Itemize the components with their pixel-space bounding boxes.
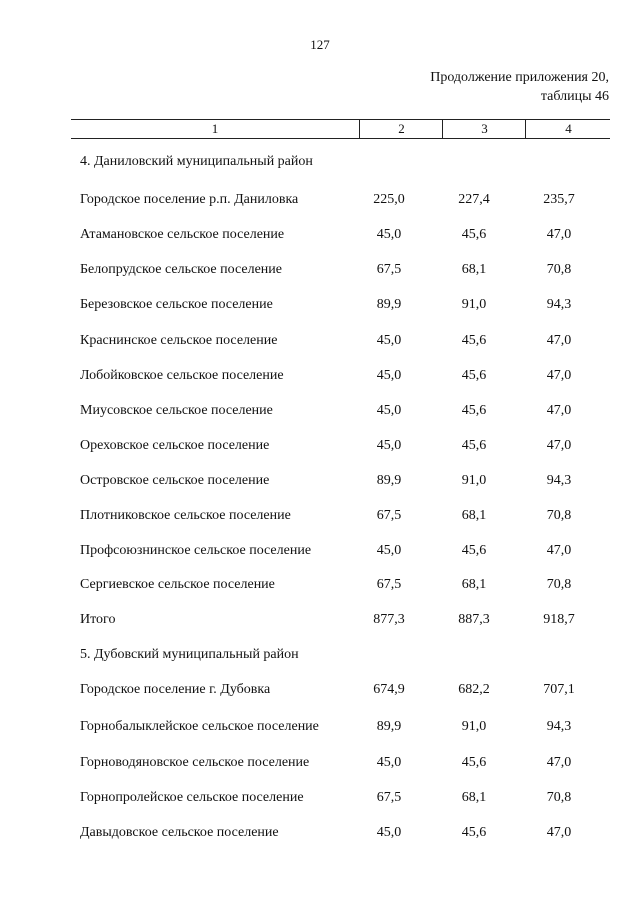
table-row [0, 368, 640, 388]
row-value-col4: 235,7 [543, 192, 575, 207]
table-row [0, 508, 640, 528]
row-value-col3: 682,2 [458, 682, 490, 697]
row-value-col4: 918,7 [543, 612, 575, 627]
row-value-col3: 68,1 [461, 262, 487, 277]
table-row [0, 227, 640, 247]
row-value-col4: 70,8 [546, 508, 572, 523]
row-name: Миусовское сельское поселение [80, 403, 273, 418]
row-name: Плотниковское сельское поселение [80, 508, 291, 523]
row-value-col3: 91,0 [461, 473, 487, 488]
table-row [0, 543, 640, 563]
row-value-col2: 45,0 [376, 543, 402, 558]
row-value-col2: 674,9 [373, 682, 405, 697]
row-name: Городское поселение г. Дубовка [80, 682, 271, 697]
row-value-col4: 47,0 [546, 825, 572, 840]
row-value-col4: 94,3 [546, 473, 572, 488]
header-col-4: 4 [525, 120, 611, 138]
row-value-col2: 45,0 [376, 403, 402, 418]
row-name: Горнопролейское сельское поселение [80, 790, 304, 805]
row-name: Сергиевское сельское поселение [80, 577, 275, 592]
row-value-col2: 225,0 [373, 192, 405, 207]
row-name: Краснинское сельское поселение [80, 333, 278, 348]
row-name: Давыдовское сельское поселение [80, 825, 279, 840]
header-col-1: 1 [211, 121, 219, 136]
table-row [0, 790, 640, 810]
table-row [0, 719, 640, 739]
row-value-col3: 45,6 [461, 333, 487, 348]
row-value-col4: 70,8 [546, 577, 572, 592]
row-value-col3: 45,6 [461, 825, 487, 840]
row-value-col4: 70,8 [546, 790, 572, 805]
header-col-2: 2 [359, 120, 443, 138]
row-value-col2: 45,0 [376, 438, 402, 453]
row-value-col3: 68,1 [461, 508, 487, 523]
row-name: Профсоюзнинское сельское поселение [80, 543, 312, 558]
row-value-col4: 47,0 [546, 368, 572, 383]
row-value-col3: 45,6 [461, 543, 487, 558]
row-value-col2: 67,5 [376, 577, 402, 592]
total-row [0, 612, 640, 632]
table-row [0, 577, 640, 597]
row-value-col2: 89,9 [376, 473, 402, 488]
row-value-col3: 91,0 [461, 719, 487, 734]
row-value-col4: 94,3 [546, 297, 572, 312]
row-value-col2: 45,0 [376, 825, 402, 840]
row-value-col3: 91,0 [461, 297, 487, 312]
table-row [0, 262, 640, 282]
row-name: Горноводяновское сельское поселение [80, 755, 310, 770]
page-number: 127 [310, 37, 330, 52]
row-value-col2: 877,3 [373, 612, 405, 627]
table-row [0, 473, 640, 493]
table-row [0, 755, 640, 775]
row-value-col4: 47,0 [546, 227, 572, 242]
row-value-col4: 47,0 [546, 403, 572, 418]
row-value-col3: 45,6 [461, 755, 487, 770]
table-row [0, 438, 640, 458]
row-name: Лобойковское сельское поселение [80, 368, 284, 383]
row-name: Ореховское сельское поселение [80, 438, 270, 453]
row-name: Горнобалыклейское сельское поселение [80, 719, 319, 734]
row-value-col3: 45,6 [461, 438, 487, 453]
row-name: Белопрудское сельское поселение [80, 262, 282, 277]
continuation-line-2: таблицы 46 [540, 89, 609, 104]
row-value-col2: 45,0 [376, 368, 402, 383]
row-value-col2: 45,0 [376, 755, 402, 770]
row-value-col3: 68,1 [461, 577, 487, 592]
table-row [0, 297, 640, 317]
row-value-col4: 707,1 [543, 682, 575, 697]
row-value-col4: 47,0 [546, 755, 572, 770]
table-row [0, 192, 640, 212]
continuation-line-1: Продолжение приложения 20, [430, 70, 609, 85]
table-row [0, 825, 640, 845]
table-row [0, 403, 640, 423]
table-row [0, 682, 640, 702]
continuation-note [430, 68, 609, 106]
row-value-col3: 227,4 [458, 192, 490, 207]
header-col-3: 3 [442, 120, 526, 138]
row-value-col3: 45,6 [461, 227, 487, 242]
row-name: Березовское сельское поселение [80, 297, 273, 312]
row-value-col2: 67,5 [376, 262, 402, 277]
row-value-col2: 67,5 [376, 790, 402, 805]
row-name: Островское сельское поселение [80, 473, 270, 488]
row-name: Итого [80, 612, 116, 627]
row-value-col2: 45,0 [376, 333, 402, 348]
row-value-col4: 70,8 [546, 262, 572, 277]
row-value-col4: 47,0 [546, 333, 572, 348]
row-value-col2: 89,9 [376, 297, 402, 312]
section-title-dubovsky: 5. Дубовский муниципальный район [80, 647, 299, 662]
row-value-col3: 45,6 [461, 403, 487, 418]
row-value-col3: 887,3 [458, 612, 490, 627]
row-value-col2: 89,9 [376, 719, 402, 734]
row-name: Городское поселение р.п. Даниловка [80, 192, 299, 207]
table-header [71, 119, 610, 139]
row-value-col2: 45,0 [376, 227, 402, 242]
row-value-col3: 68,1 [461, 790, 487, 805]
row-value-col4: 47,0 [546, 543, 572, 558]
row-name: Атамановское сельское поселение [80, 227, 285, 242]
row-value-col2: 67,5 [376, 508, 402, 523]
row-value-col4: 47,0 [546, 438, 572, 453]
row-value-col4: 94,3 [546, 719, 572, 734]
row-value-col3: 45,6 [461, 368, 487, 383]
table-row [0, 333, 640, 353]
section-title-danilovsky: 4. Даниловский муниципальный район [80, 154, 313, 169]
